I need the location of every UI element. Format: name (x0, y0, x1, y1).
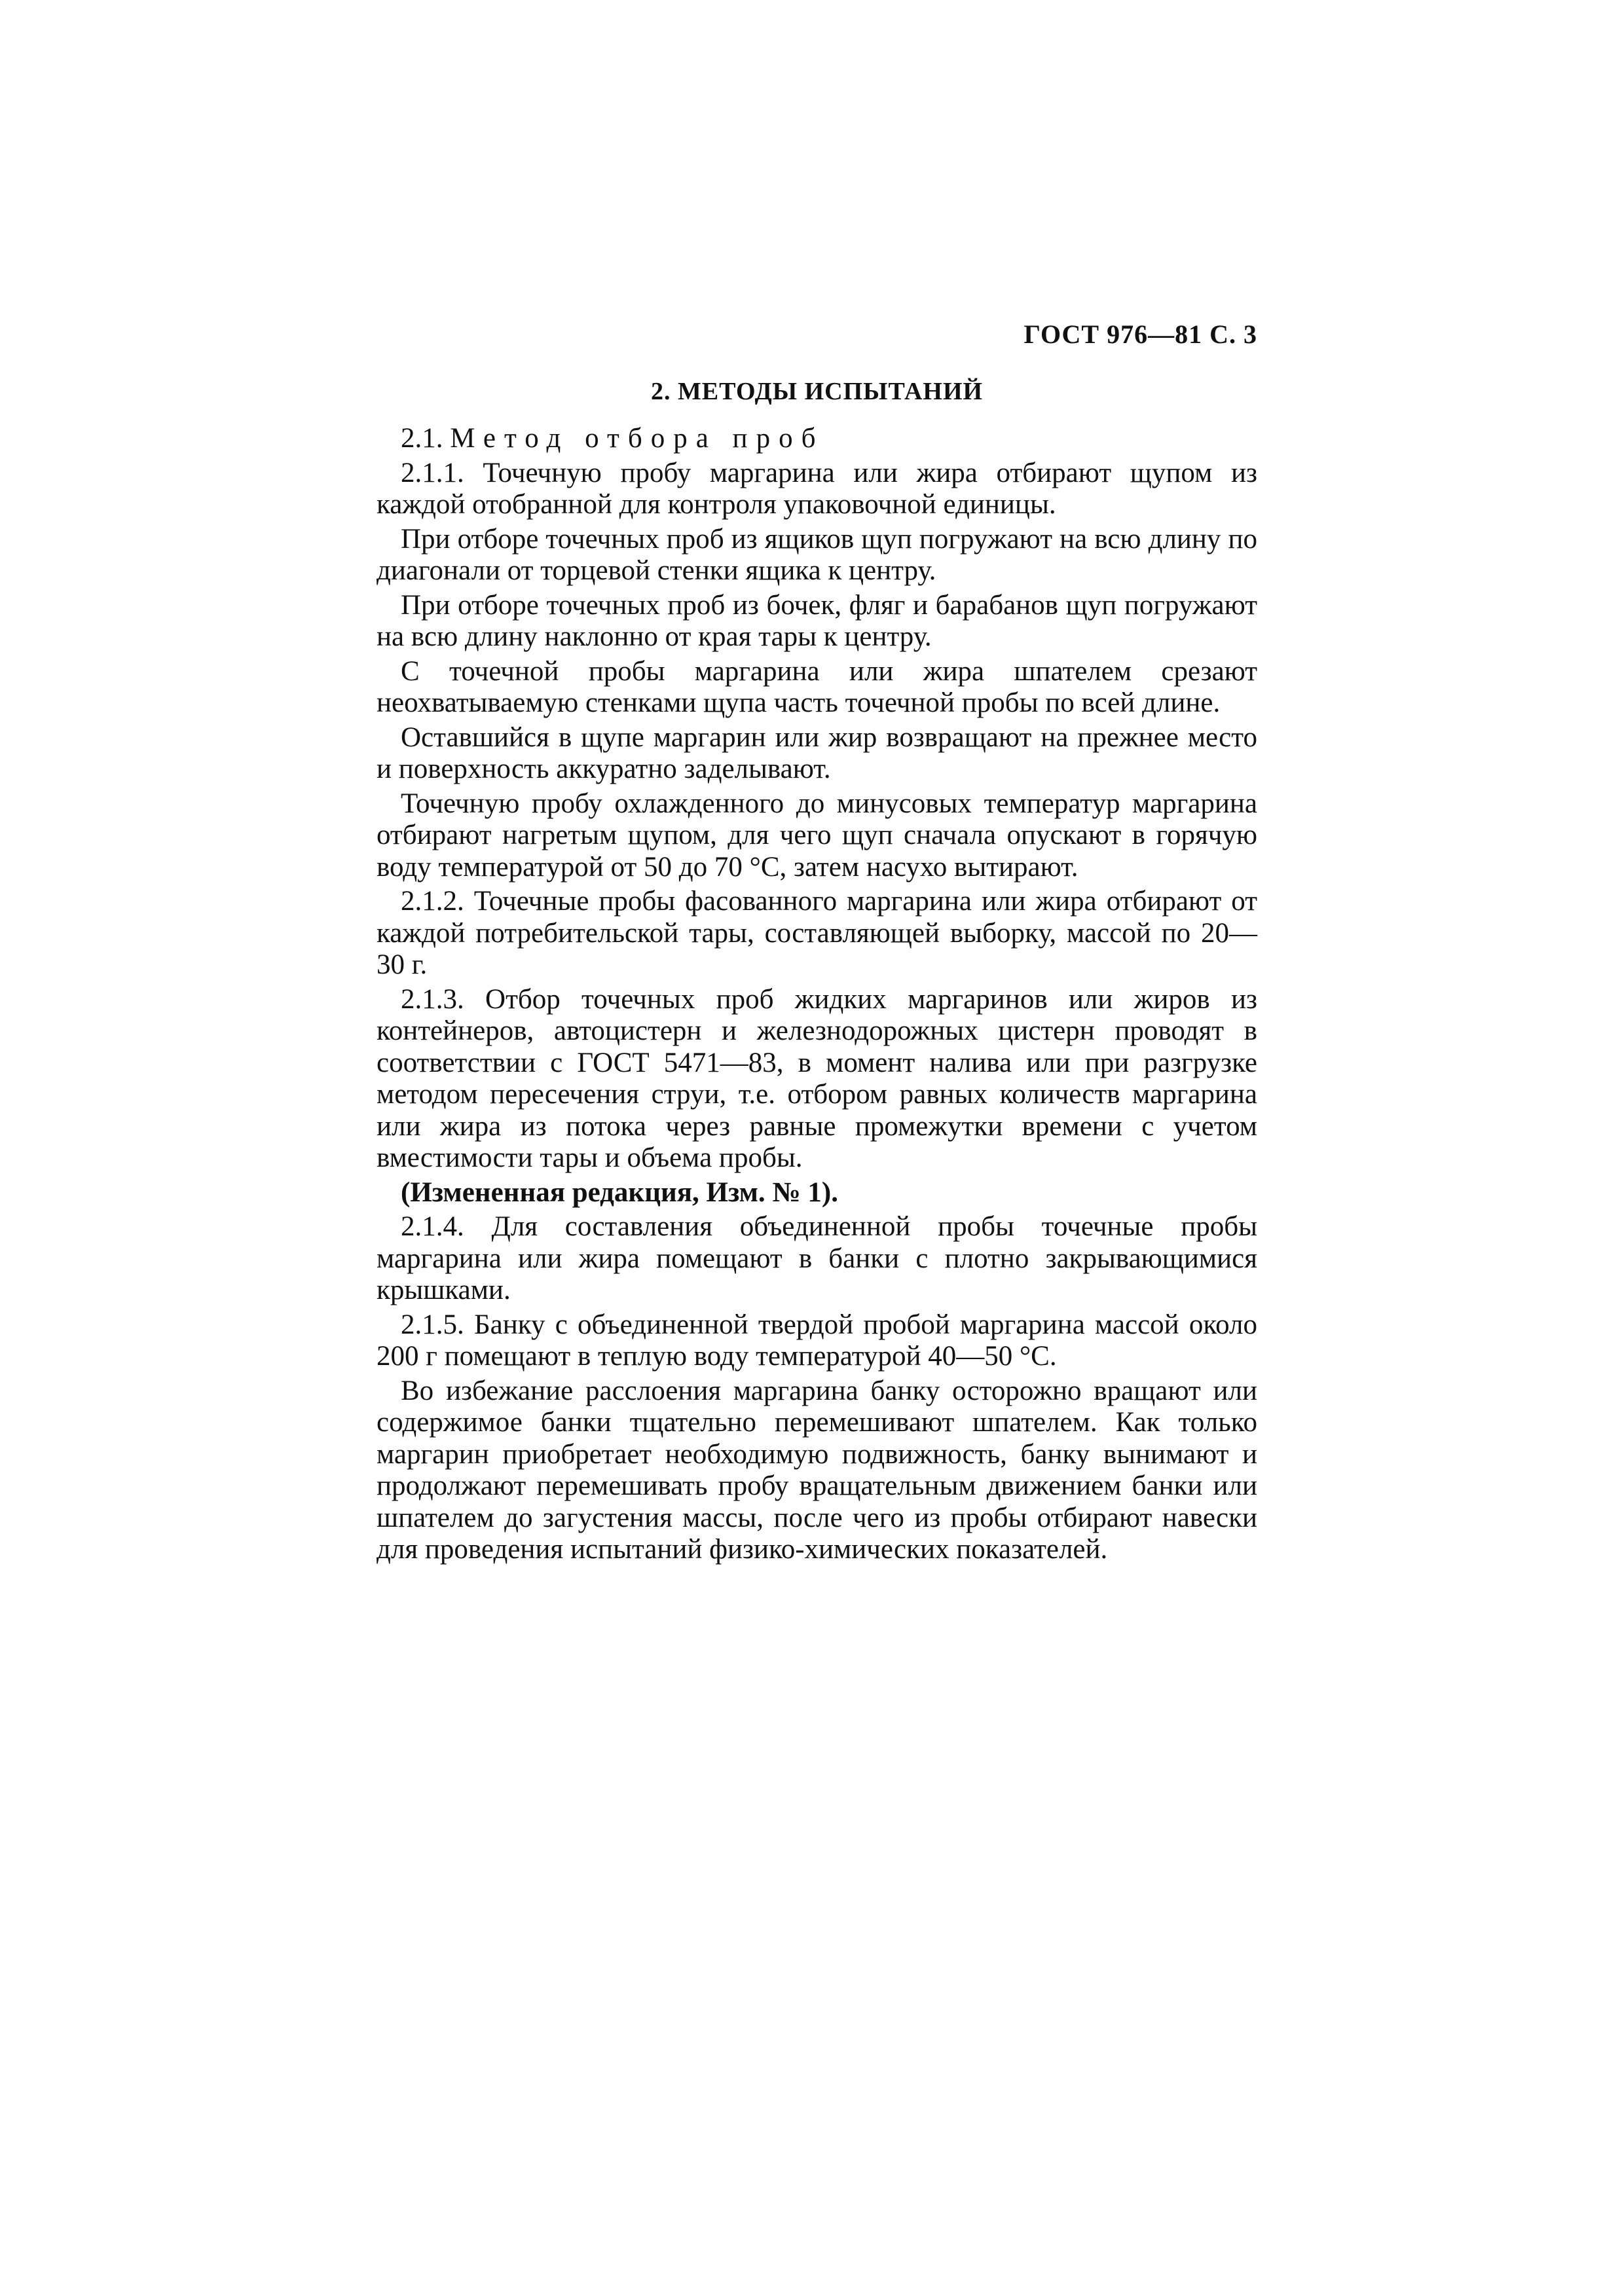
paragraph-2-1-4: 2.1.4. Для составления объединенной пробы точечные пробы маргарина или жира помещают в банки с плотно закрывающимися крышками. (377, 1211, 1257, 1305)
page-header: ГОСТ 976—81 С. 3 (1023, 319, 1257, 349)
paragraph-spatula-cut: С точечной пробы маргарина или жира шпателем срезают неохватываемую стенками щупа часть точечной пробы по всей длине. (377, 655, 1257, 718)
paragraph-2-1-2: 2.1.2. Точечные пробы фасованного маргарина или жира отбирают от каждой потребительской тары, составляющей выборку, массой по 20—30 г. (377, 886, 1257, 980)
section-title: 2. МЕТОДЫ ИСПЫТАНИЙ (650, 378, 984, 405)
paragraph-return-remainder: Оставшийся в щупе маргарин или жир возвращают на прежнее место и поверхность аккуратно заделывают. (377, 721, 1257, 784)
amendment-note: (Измененная редакция, Изм. № 1). (401, 1176, 838, 1208)
paragraph-2-1 (377, 423, 1257, 455)
subsection-heading: Метод отбора проб (450, 423, 824, 454)
paragraph-mixing: Во избежание расслоения маргарина банку осторожно вращают или содержимое банки тщательно перемешивают шпателем. Как только маргарин приобретает необходимую подвижность, банку вынимают и продолжают перемешивать пробу вращательным движением банки или шпателем до загустения массы, после чего из пробы отбирают навески для проведения испытаний физико-химических показателей. (377, 1375, 1257, 1565)
paragraph-2-1-3: 2.1.3. Отбор точечных проб жидких маргаринов или жиров из контейнеров, автоцистерн и железнодорожных цистерн проводят в соответствии с ГОСТ 5471—83, в момент налива или при разгрузке методом пересечения струи, т.е. отбором равных количеств маргарина или жира из потока через равные промежутки времени с учетом вместимости тары и объема пробы. (377, 983, 1257, 1173)
paragraph-2-1-5: 2.1.5. Банку с объединенной твердой пробой маргарина массой около 200 г помещают в теплую воду температурой 40—50 °С. (377, 1309, 1257, 1372)
document-body (377, 423, 1257, 1566)
paragraph-number: 2.1. (401, 423, 443, 454)
paragraph-box-sampling: При отборе точечных проб из ящиков щуп погружают на всю длину по диагонали от торцевой стенки ящика к центру. (377, 523, 1257, 586)
paragraph-barrel-sampling: При отборе точечных проб из бочек, фляг и барабанов щуп погружают на всю длину наклонно от края тары к центру. (377, 589, 1257, 652)
paragraph-chilled-sampling: Точечную пробу охлажденного до минусовых температур маргарина отбирают нагретым щупом, для чего щуп сначала опускают в горячую воду температурой от 50 до 70 °С, затем насухо вытирают. (377, 788, 1257, 883)
paragraph-2-1-1: 2.1.1. Точечную пробу маргарина или жира отбирают щупом из каждой отобранной для контроля упаковочной единицы. (377, 457, 1257, 520)
